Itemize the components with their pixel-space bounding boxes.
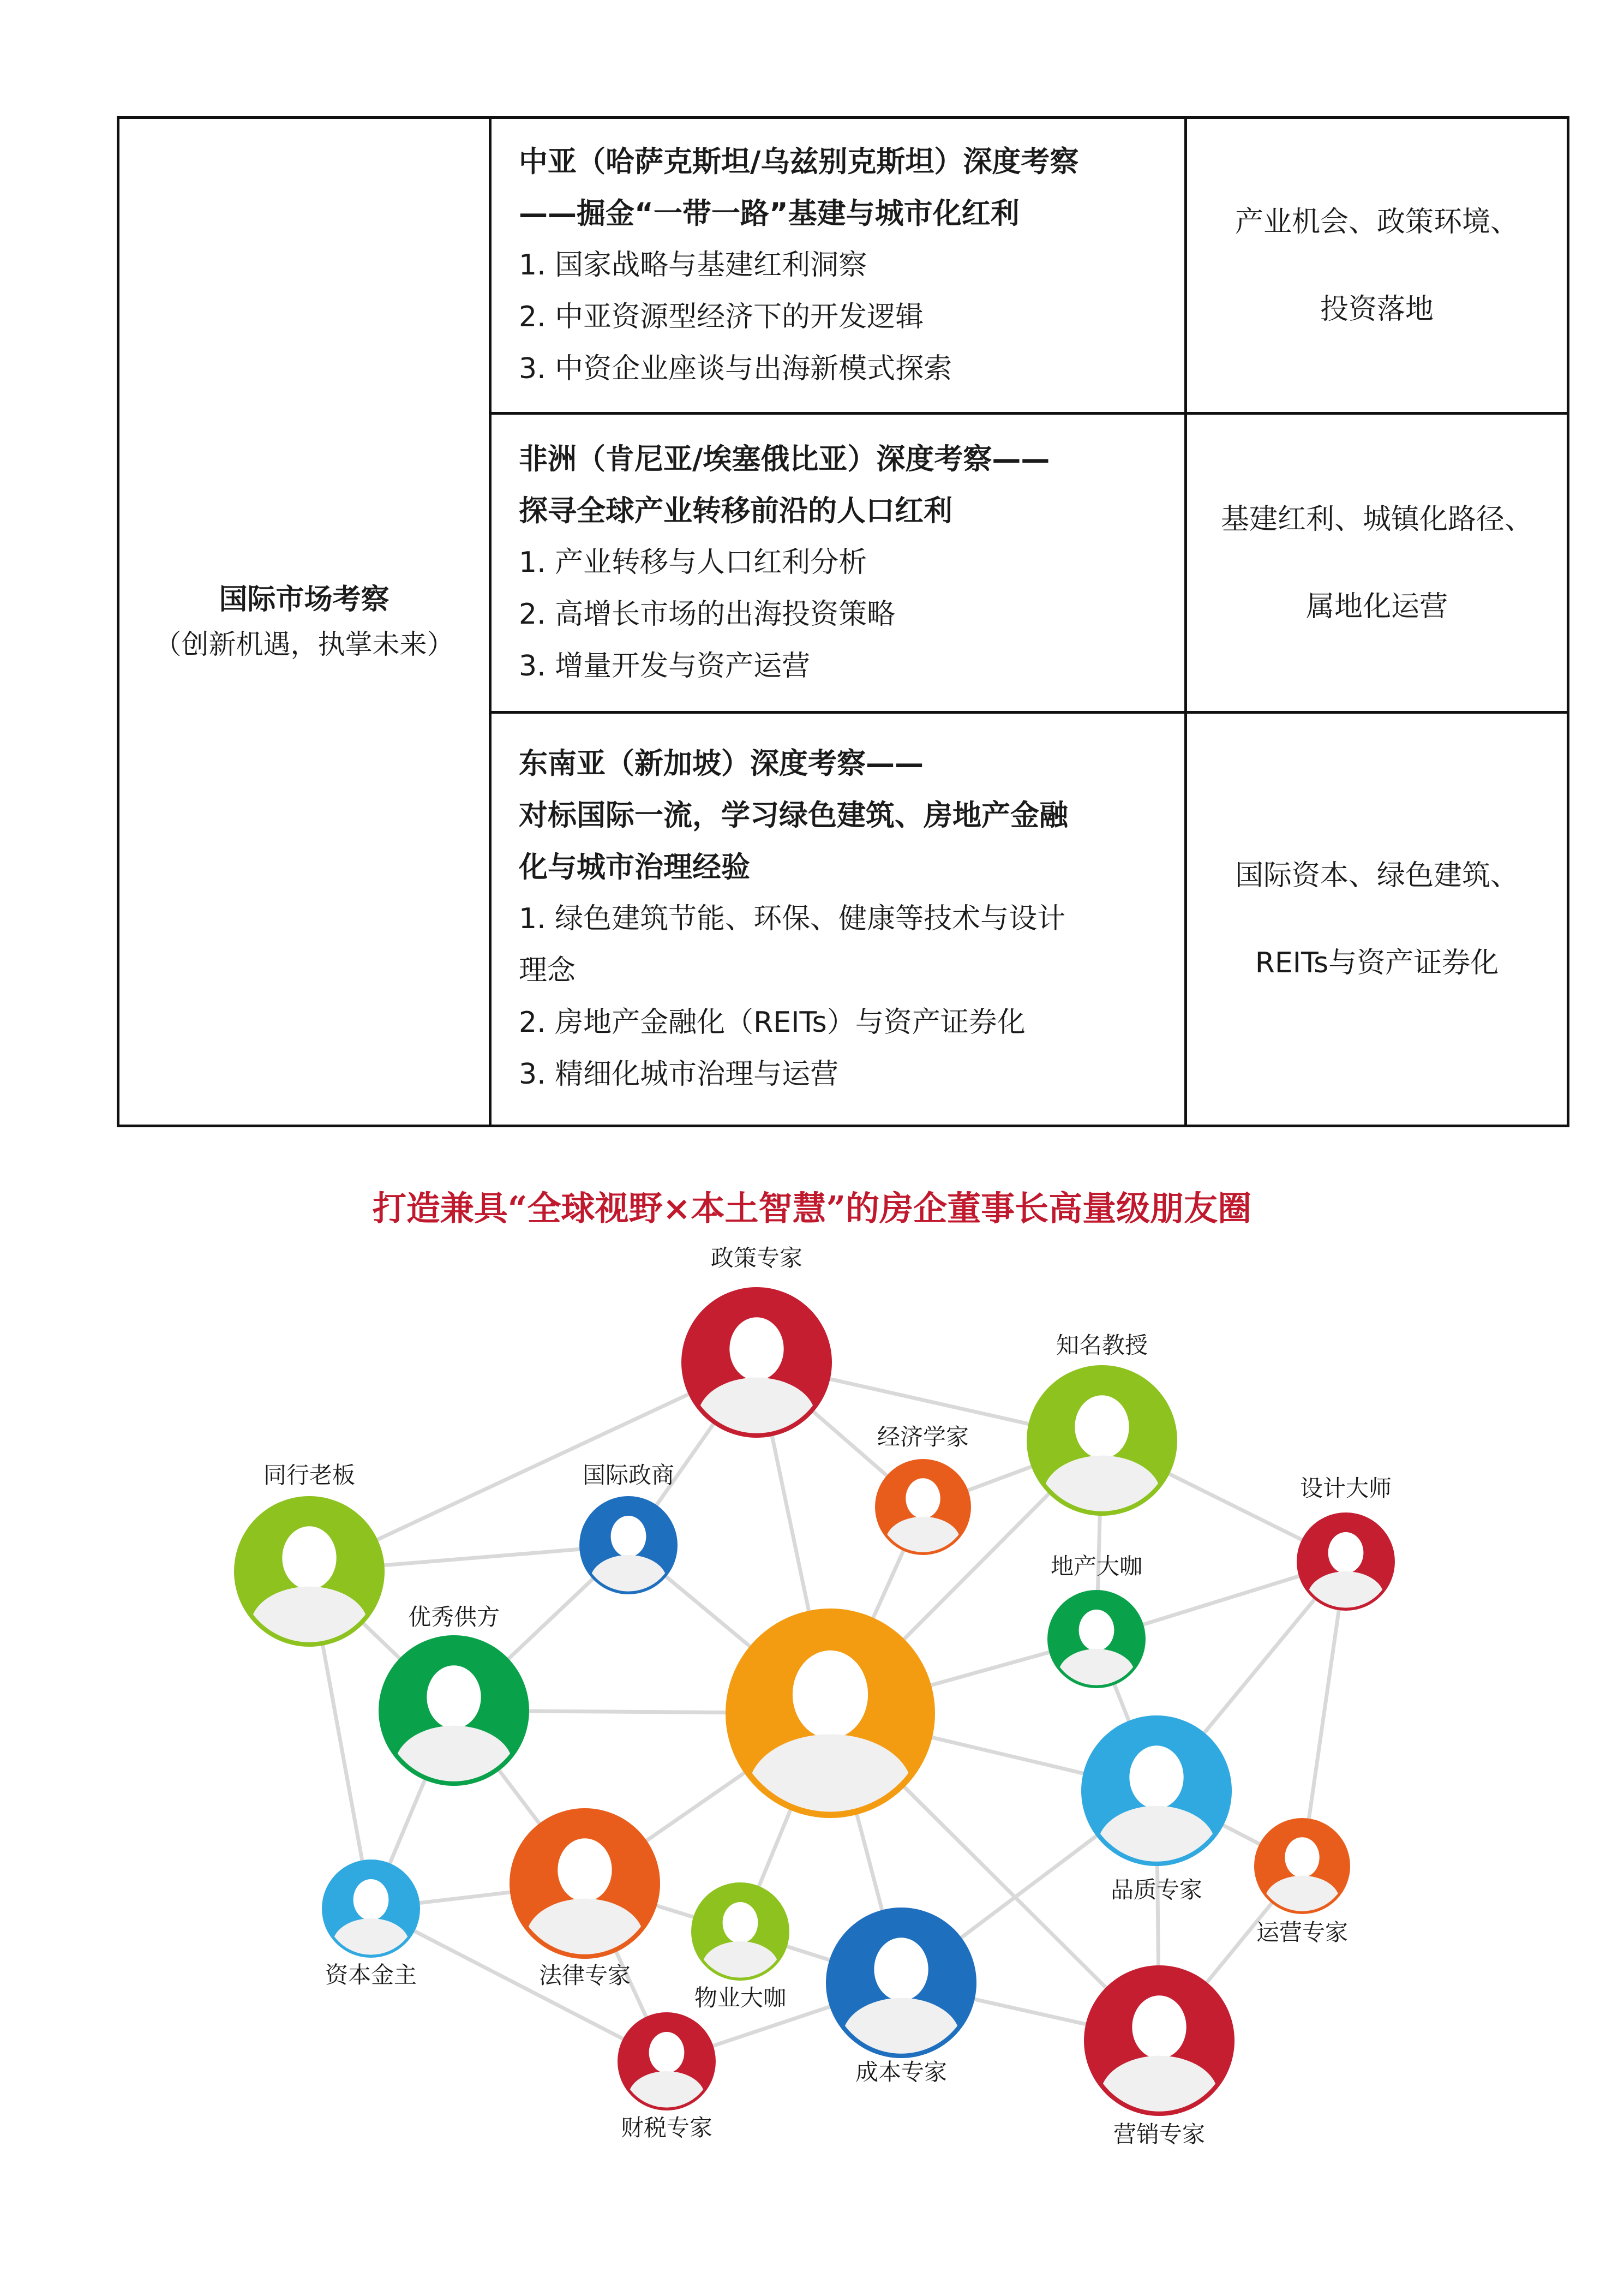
section-title-line: 探寻全球产业转移前沿的人口红利 [519,494,952,528]
node-label: 运营专家 [1256,1919,1349,1946]
section-item: 2. 房地产金融化（REITs）与资产证券化 [519,1006,1026,1039]
focus-line: 基建红利、城镇化路径、 [1220,503,1533,536]
section-title-line: ——掘金“一带一路”基建与城市化红利 [519,197,1020,230]
node-label: 政策专家 [710,1245,803,1271]
network-node-intl-gov [579,1462,678,1606]
node-label: 知名教授 [1056,1332,1148,1359]
network-node-center [726,1609,935,1843]
node-label: 财税专家 [620,2114,713,2141]
focus-line: 国际资本、绿色建筑、 [1235,859,1519,892]
network-node-capital [322,1859,420,1988]
section-item: 1. 国家战略与基建红利洞察 [519,249,867,282]
network-node-operation [1254,1818,1350,1946]
network-node-tax [618,2012,716,2141]
node-label: 营销专家 [1113,2121,1206,2148]
node-label: 地产大咖 [1050,1553,1143,1580]
node-label: 国际政商 [582,1462,675,1488]
network-node-policy [681,1245,832,1456]
network-node-property [691,1882,789,2011]
section-item: 3. 增量开发与资产运营 [519,650,811,683]
network-node-supplier [379,1604,529,1804]
section-title-line: 东南亚（新加坡）深度考察—— [519,747,924,780]
section-title-line: 化与城市治理经验 [519,851,750,884]
section-item: 3. 精细化城市治理与运营 [519,1058,839,1091]
node-label: 物业大咖 [694,1984,787,2011]
diagram-title: 打造兼具“全球视野×本土智慧”的房企董事长高量级朋友圈 [372,1188,1252,1228]
focus-line: 产业机会、政策环境、 [1235,205,1519,238]
category-subtitle: （创新机遇，执掌未来） [154,629,454,661]
node-label: 成本专家 [855,2059,948,2085]
network-node-peer-boss [234,1462,385,1665]
network-node-professor [1027,1332,1177,1534]
focus-line: 属地化运营 [1305,590,1448,623]
network-node-realestate [1047,1553,1146,1700]
section-item: 2. 中亚资源型经济下的开发逻辑 [519,301,924,333]
section-title-line: 中亚（哈萨克斯坦/乌兹别克斯坦）深度考察 [519,145,1079,178]
node-label: 同行老板 [263,1462,356,1488]
section-title-line: 非洲（肯尼亚/埃塞俄比亚）深度考察—— [519,443,1050,476]
node-label: 经济学家 [877,1424,969,1450]
category-title: 国际市场考察 [219,583,389,616]
node-label: 品质专家 [1110,1876,1203,1903]
network-node-marketing [1084,1965,1235,2148]
node-label: 法律专家 [538,1962,631,1989]
section-title-line: 对标国际一流，学习绿色建筑、房地产金融 [519,799,1068,832]
section-item: 1. 绿色建筑节能、环保、健康等技术与设计 [519,902,1066,935]
section-item: 3. 中资企业座谈与出海新模式探索 [519,352,952,385]
node-label: 资本金主 [325,1962,417,1988]
section-item: 理念 [519,954,576,987]
section-item: 2. 高增长市场的出海投资策略 [519,598,896,631]
node-label: 优秀供方 [408,1604,500,1630]
focus-line: REITs与资产证券化 [1255,946,1499,979]
node-label: 设计大师 [1299,1475,1392,1502]
network-node-economist [875,1424,971,1566]
focus-line: 投资落地 [1320,292,1434,326]
section-item: 1. 产业转移与人口红利分析 [519,546,867,579]
network-node-cost [826,1908,976,2085]
network-node-legal [510,1808,660,1989]
